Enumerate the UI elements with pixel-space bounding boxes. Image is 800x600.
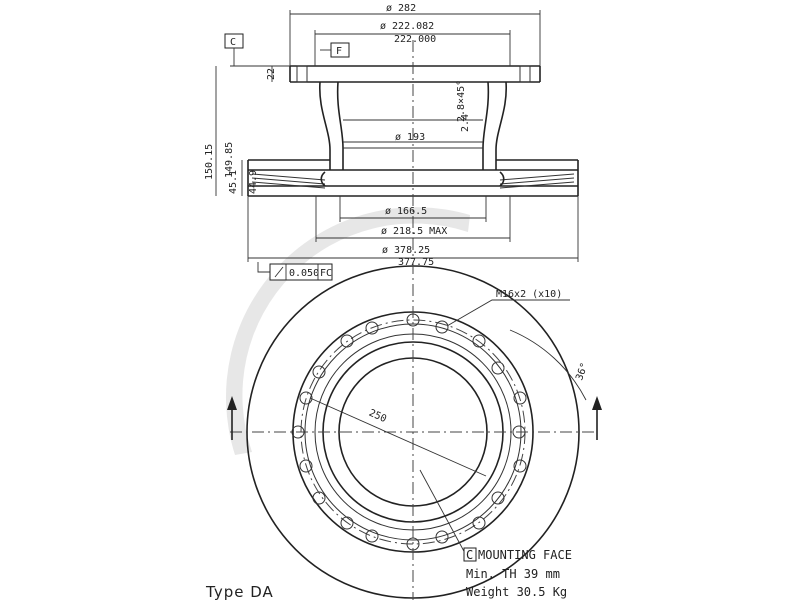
section-dimensions [204,3,578,280]
dim-166-label: ø 166.5 [385,206,428,217]
weight-label: Weight 30.5 Kg [466,585,568,599]
dim-218-label: ø 218.5 MAX [381,226,448,237]
dim-150-a-label: 150.15 [204,143,215,180]
dim-45-a-label: 45.1 [228,169,239,194]
tolerance-value: 0.050 [289,268,320,279]
dim-222-bottom-label: 222.000 [394,34,437,45]
type-label: Type DA [206,583,274,600]
tolerance-ref: FC [320,268,333,279]
dim-45-b-label: 44.9 [248,169,259,194]
chamfer-a-label: 2.8×45° [456,79,467,122]
datum-c-label: C [230,37,237,48]
dim-150-b-label: 149.85 [224,141,235,178]
dim-282-label: ø 282 [386,3,417,14]
dim-22-label: 22 [266,67,277,80]
datum-f-label: F [336,46,343,57]
mounting-face-label: MOUNTING FACE [478,548,572,562]
chamfer-b-label: 2.4 [460,113,471,132]
dim-222-top-label: ø 222.082 [380,21,435,32]
angle-label: 36° [574,361,591,383]
notes [205,548,572,600]
dim-377-b-label: 377.75 [398,257,435,268]
mounting-face-letter: C [466,548,474,562]
min-thickness-label: Min. TH 39 mm [466,567,560,581]
thread-label: M16x2 (x10) [496,289,563,300]
bolt-circle-label: 250 [367,407,388,426]
dim-378-a-label: ø 378.25 [382,245,431,256]
dim-193-label: ø 193 [395,132,426,143]
